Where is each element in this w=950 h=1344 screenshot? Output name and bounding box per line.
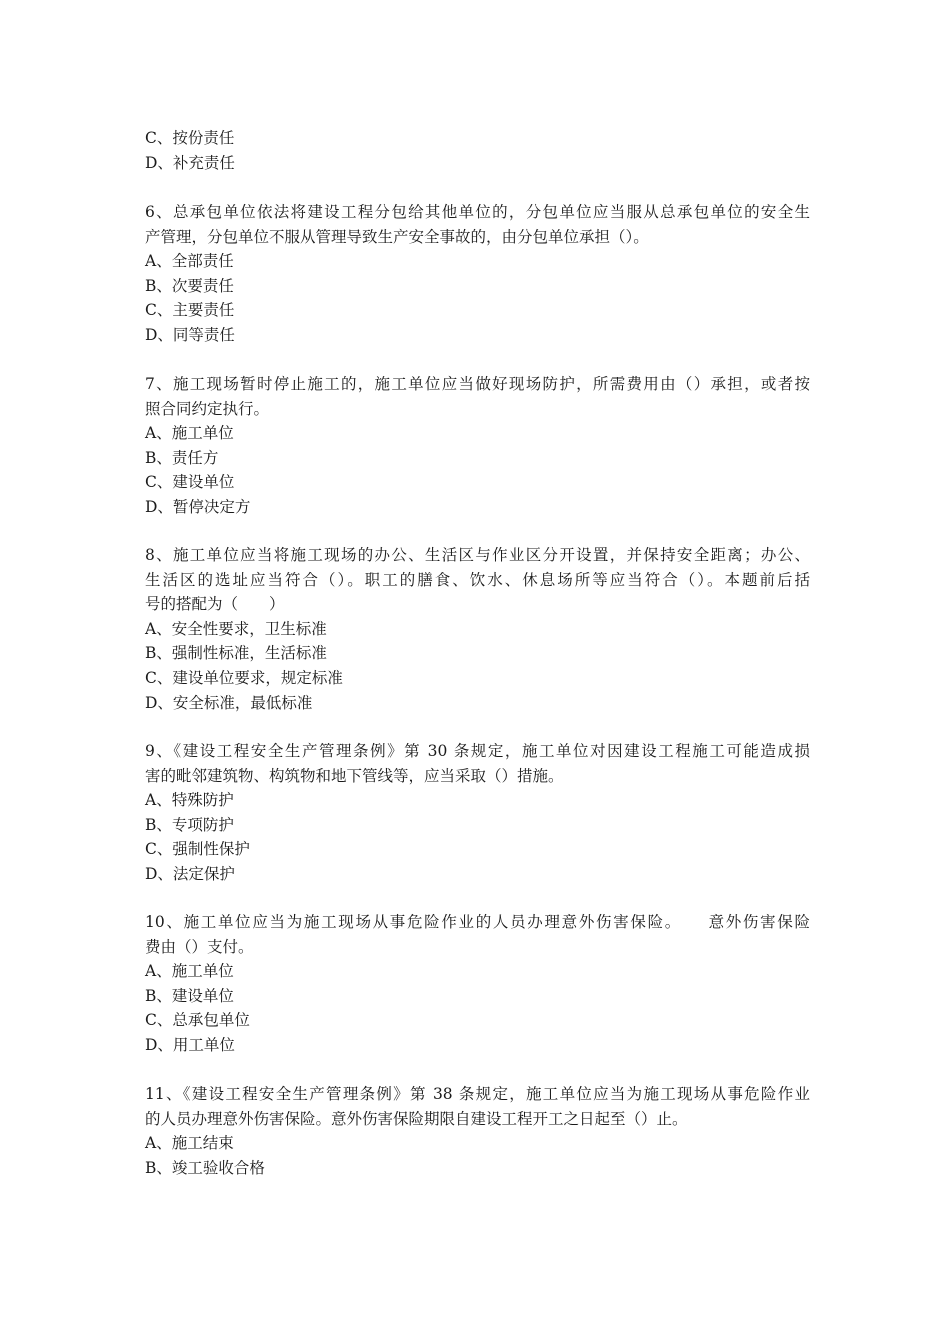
question-stem: 7、施工现场暂时停止施工的，施工单位应当做好现场防护，所需费用由（）承担，或者按	[145, 375, 810, 393]
question-10	[145, 910, 810, 1058]
option-b: B、责任方	[145, 448, 219, 467]
option-c: C、建设单位	[145, 473, 235, 492]
option-c: C、总承包单位	[145, 1011, 250, 1030]
question-stem: 照合同约定执行。	[145, 399, 270, 418]
question-7	[145, 372, 810, 520]
option-c: C、建设单位要求，规定标准	[145, 668, 343, 687]
option-a: A、特殊防护	[145, 791, 234, 810]
option-c: C、主要责任	[145, 301, 235, 320]
option-a: A、施工结束	[145, 1134, 234, 1153]
question-stem: 生活区的选址应当符合（）。职工的膳食、饮水、休息场所等应当符合（）。本题前后括	[145, 570, 810, 589]
question-stem: 6、总承包单位依法将建设工程分包给其他单位的，分包单位应当服从总承包单位的安全生	[145, 203, 810, 221]
question-stem: 9、《建设工程安全生产管理条例》第 30 条规定，施工单位对因建设工程施工可能造成损	[145, 742, 810, 760]
option-d: D、补充责任	[145, 153, 235, 172]
question-stem: 产管理，分包单位不服从管理导致生产安全事故的，由分包单位承担（）。	[145, 227, 649, 246]
option-a: A、安全性要求，卫生标准	[145, 619, 327, 638]
question-11	[145, 1082, 810, 1180]
previous-question-options	[145, 126, 810, 175]
option-d: D、暂停决定方	[145, 497, 251, 516]
option-b: B、专项防护	[145, 815, 234, 834]
question-stem: 害的毗邻建筑物、构筑物和地下管线等，应当采取（）措施。	[145, 766, 564, 785]
option-a: A、施工单位	[145, 424, 234, 443]
option-d: D、同等责任	[145, 325, 235, 344]
question-stem: 的人员办理意外伤害保险。意外伤害保险期限自建设工程开工之日起至（）止。	[145, 1109, 688, 1128]
option-c: C、强制性保护	[145, 840, 250, 859]
option-b: B、次要责任	[145, 276, 234, 295]
question-stem: 11、《建设工程安全生产管理条例》第 38 条规定，施工单位应当为施工现场从事危险作业	[145, 1085, 810, 1103]
question-stem: 号的搭配为（ ）	[145, 595, 285, 614]
option-a: A、全部责任	[145, 252, 234, 271]
option-c: C、按份责任	[145, 129, 235, 147]
question-stem: 8、施工单位应当将施工现场的办公、生活区与作业区分开设置，并保持安全距离；办公、	[145, 546, 810, 564]
option-d: D、法定保护	[145, 864, 235, 883]
option-d: D、用工单位	[145, 1035, 235, 1054]
question-9	[145, 739, 810, 887]
option-b: B、强制性标准，生活标准	[145, 644, 327, 663]
option-b: B、建设单位	[145, 986, 234, 1005]
question-6	[145, 200, 810, 348]
question-stem: 10、施工单位应当为施工现场从事危险作业的人员办理意外伤害保险。 意外伤害保险	[145, 913, 810, 931]
option-b: B、竣工验收合格	[145, 1158, 265, 1177]
option-a: A、施工单位	[145, 962, 234, 981]
question-8	[145, 543, 810, 715]
question-stem: 费由（）支付。	[145, 937, 254, 956]
option-d: D、安全标准，最低标准	[145, 693, 313, 712]
